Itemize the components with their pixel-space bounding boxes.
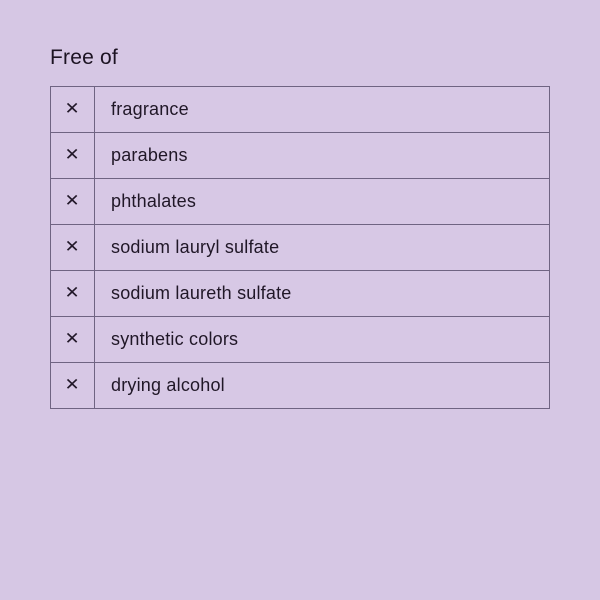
table-row xyxy=(51,362,549,408)
table-row xyxy=(51,132,549,178)
x-icon: ✕ xyxy=(65,329,80,349)
x-icon: ✕ xyxy=(65,145,80,165)
table-row xyxy=(51,224,549,270)
item-label: drying alcohol xyxy=(111,375,225,395)
icon-cell xyxy=(51,317,95,362)
item-label: phthalates xyxy=(111,191,197,211)
item-label: fragrance xyxy=(111,99,189,119)
x-icon: ✕ xyxy=(65,237,80,257)
x-icon: ✕ xyxy=(65,283,80,303)
item-label: parabens xyxy=(111,145,188,165)
x-icon: ✕ xyxy=(65,99,80,119)
item-label: synthetic colors xyxy=(111,329,239,349)
table-row xyxy=(51,270,549,316)
icon-cell xyxy=(51,87,95,132)
x-icon: ✕ xyxy=(65,191,80,211)
icon-cell xyxy=(51,225,95,270)
free-of-table xyxy=(50,86,550,409)
item-label: sodium lauryl sulfate xyxy=(111,237,280,257)
table-row xyxy=(51,316,549,362)
icon-cell xyxy=(51,271,95,316)
icon-cell xyxy=(51,133,95,178)
page-title: Free of xyxy=(50,46,118,69)
icon-cell xyxy=(51,179,95,224)
icon-cell xyxy=(51,363,95,408)
item-label: sodium laureth sulfate xyxy=(111,283,292,303)
table-row xyxy=(51,87,549,132)
x-icon: ✕ xyxy=(65,375,80,395)
table-row xyxy=(51,178,549,224)
